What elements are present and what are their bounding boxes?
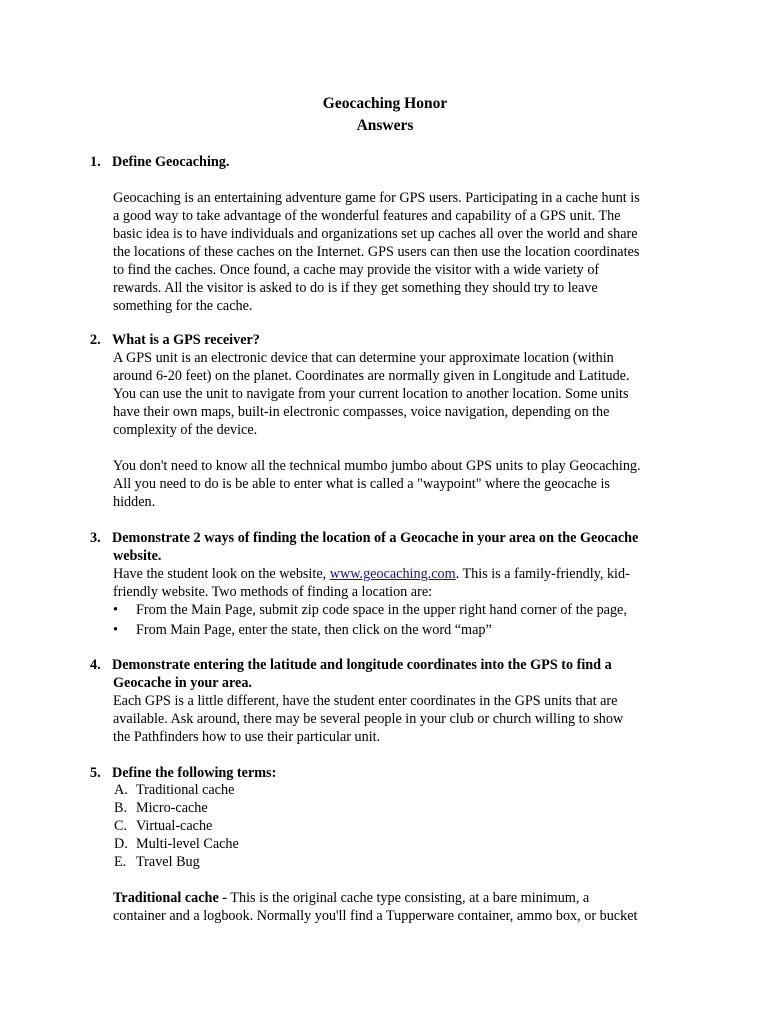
bullet-icon: •	[113, 602, 118, 618]
question-text: Define the following terms:	[112, 765, 277, 781]
bullet-icon: •	[113, 622, 118, 638]
bullet-item	[113, 601, 627, 619]
term-list-item	[114, 799, 208, 817]
answer-line: the locations of these caches on the Internet. GPS users can then use the location coordinates	[113, 244, 640, 260]
answer-2-note	[113, 457, 683, 511]
answer-line: A GPS unit is an electronic device that can determine your approximate location (within	[113, 350, 614, 366]
term-label: C.	[114, 818, 128, 834]
term-text: Travel Bug	[136, 854, 200, 870]
document-subtitle: Answers	[356, 117, 414, 134]
answer-line: All you need to do is be able to enter what is called a "waypoint" where the geocache is	[113, 476, 610, 492]
answer-1	[113, 189, 683, 315]
question-2	[90, 331, 260, 349]
answer-2	[113, 349, 683, 439]
answer-line: the Pathfinders how to use their particular unit.	[113, 729, 381, 745]
bullet-text: From the Main Page, submit zip code space in the upper right hand corner of the page,	[136, 602, 627, 618]
term-text: Multi-level Cache	[136, 836, 239, 852]
answer-line: hidden.	[113, 494, 156, 510]
question-number: 5.	[90, 765, 101, 781]
term-label: A.	[114, 782, 128, 798]
definition-term: Traditional cache -	[113, 890, 228, 906]
answer-line: to find the caches. Once found, a cache may provide the visitor with a wide variety of	[113, 262, 600, 278]
answer-line: around 6-20 feet) on the planet. Coordinates are normally given in Longitude and Latitude.	[113, 368, 630, 384]
question-4	[90, 656, 612, 674]
term-text: Micro-cache	[136, 800, 208, 816]
question-3-continued: website.	[113, 548, 162, 564]
answer-line: available. Ask around, there may be several people in your club or church willing to show	[113, 711, 624, 727]
answer-line: rewards. All the visitor is asked to do is if they get something they should try to leave	[113, 280, 598, 296]
question-text: Demonstrate 2 ways of finding the location of a Geocache in your area on the Geocache	[112, 530, 639, 546]
answer-line: friendly website. Two methods of finding a location are:	[113, 584, 433, 600]
answer-line: a good way to take advantage of the wonderful features and capability of a GPS unit. The	[113, 208, 621, 224]
document-title: Geocaching Honor	[322, 95, 448, 112]
term-label: B.	[114, 800, 128, 816]
term-list-item	[114, 853, 200, 871]
question-1	[90, 153, 229, 171]
term-label: D.	[114, 836, 128, 852]
term-text: Virtual-cache	[136, 818, 213, 834]
question-text: Define Geocaching.	[112, 154, 230, 170]
definition-text: This is the original cache type consisting, at a bare minimum, a	[227, 890, 590, 906]
definition-line: container and a logbook. Normally you'll find a Tupperware container, ammo box, or bucket	[113, 908, 638, 924]
bullet-item	[113, 621, 492, 639]
bullet-text: From Main Page, enter the state, then click on the word “map”	[136, 622, 492, 638]
answer-line: Each GPS is a little different, have the student enter coordinates in the GPS units that are	[113, 693, 618, 709]
answer-line: You can use the unit to navigate from your current location to another location. Some units	[113, 386, 629, 402]
answer-line: complexity of the device.	[113, 422, 258, 438]
answer-line: You don't need to know all the technical mumbo jumbo about GPS units to play Geocaching.	[113, 458, 641, 474]
answer-line: have their own maps, built-in electronic compasses, voice navigation, depending on the	[113, 404, 610, 420]
question-4-continued: Geocache in your area.	[113, 675, 252, 691]
question-text: Demonstrate entering the latitude and longitude coordinates into the GPS to find a	[112, 657, 612, 673]
term-label: E.	[114, 854, 127, 870]
term-text: Traditional cache	[136, 782, 235, 798]
term-list-item	[114, 781, 234, 799]
question-number: 3.	[90, 530, 101, 546]
term-list-item	[114, 835, 239, 853]
question-5	[90, 764, 276, 782]
answer-4	[113, 692, 683, 746]
answer-text: Have the student look on the website,	[113, 566, 330, 582]
answer-line: Geocaching is an entertaining adventure game for GPS users. Participating in a cache hunt is	[113, 190, 640, 206]
definition-line	[113, 889, 683, 907]
question-number: 4.	[90, 657, 101, 673]
geocaching-link[interactable]: www.geocaching.com	[329, 566, 456, 582]
answer-text: . This is a family-friendly, kid-	[455, 566, 630, 582]
definition-traditional-cache	[113, 889, 683, 925]
answer-line: basic idea is to have individuals and organizations set up caches all over the world and share	[113, 226, 638, 242]
answer-3	[113, 565, 683, 601]
question-text: What is a GPS receiver?	[112, 332, 260, 348]
term-list-item	[114, 817, 212, 835]
question-number: 1.	[90, 154, 101, 170]
question-number: 2.	[90, 332, 101, 348]
question-3	[90, 529, 638, 547]
answer-line	[113, 565, 683, 583]
answer-line: something for the cache.	[113, 298, 253, 314]
